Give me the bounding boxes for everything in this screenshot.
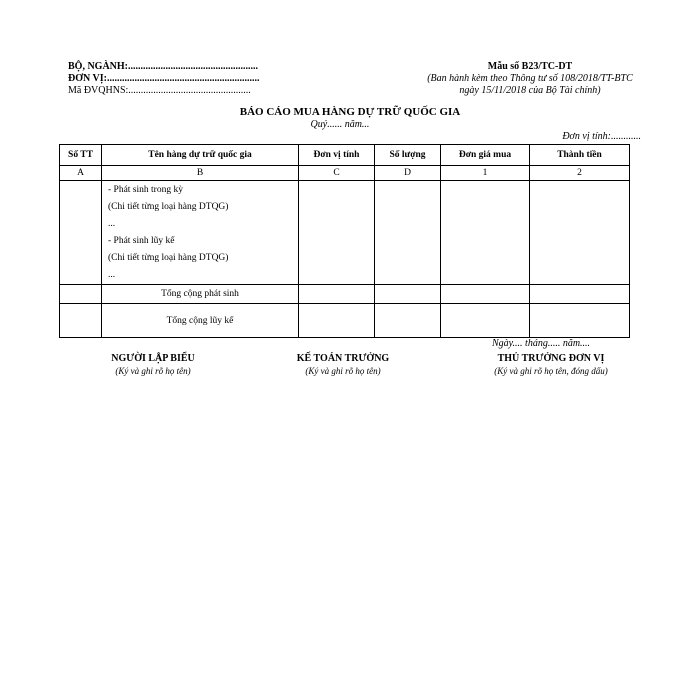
total-cumulative-row [60,304,630,338]
signature-note-head-of-unit: (Ký và ghi rõ họ tên, đóng dấu) [494,366,608,376]
detail-price-cell [441,181,530,285]
detail-unit-cell [299,181,375,285]
total-cumulative-label: Tổng cộng lũy kế [102,304,299,338]
signature-title-head-of-unit: THỦ TRƯỞNG ĐƠN VỊ [497,353,605,364]
detail-row [60,181,630,285]
signature-title-chief-accountant: KẾ TOÁN TRƯỞNG [296,353,390,364]
column-code: C [299,166,375,181]
signature-title-preparer: NGƯỜI LẬP BIỂU [111,353,195,364]
issued-by-line2: ngày 15/11/2018 của Bộ Tài chính) [459,85,601,96]
column-code: D [375,166,441,181]
header-quantity: Số lượng [375,145,441,166]
detail-quantity-cell [375,181,441,285]
column-code: 2 [530,166,630,181]
unit-of-account: Đơn vị tính:............ [562,131,641,142]
total-period-row [60,285,630,304]
form-number: Mẫu số B23/TC-DT [487,61,573,72]
detail-amount-cell [530,181,630,285]
signature-note-chief-accountant: (Ký và ghi rõ họ tên) [305,366,381,376]
total-period-label: Tổng cộng phát sinh [102,285,299,304]
detail-line: (Chi tiết từng loại hàng DTQG) [108,253,229,263]
column-code: B [102,166,299,181]
date-line: Ngày.... tháng..... năm.... [492,338,591,349]
detail-line: ... [108,219,116,229]
header-unit: Đơn vị tính [299,145,375,166]
header-item-name: Tên hàng dự trữ quốc gia [102,145,299,166]
signature-note-preparer: (Ký và ghi rõ họ tên) [115,366,191,376]
header-amount: Thành tiền [530,145,630,166]
budget-code-field: Mã ĐVQHNS:................................................. [68,85,251,96]
header-stt: Số TT [60,145,102,166]
ministry-field: BỘ, NGÀNH:.................................................... [68,61,258,72]
report-period: Quý...... năm... [310,119,370,130]
unit-field: ĐƠN VỊ:............................................................. [68,73,260,84]
detail-line: ... [108,270,116,280]
detail-stt-cell [60,181,102,285]
detail-line: - Phát sinh lũy kế [108,236,175,246]
purchase-report-table [59,144,630,338]
column-code: 1 [441,166,530,181]
header-unit-price: Đơn giá mua [441,145,530,166]
table-header-row [60,145,630,166]
detail-items-cell [102,181,299,285]
report-title: BÁO CÁO MUA HÀNG DỰ TRỮ QUỐC GIA [239,106,461,118]
issued-by-line1: (Ban hành kèm theo Thông tư số 108/2018/TT-BTC [427,73,633,84]
detail-line: (Chi tiết từng loại hàng DTQG) [108,202,229,212]
column-code: A [60,166,102,181]
column-code-row [60,166,630,181]
detail-line: - Phát sinh trong kỳ [108,185,183,195]
